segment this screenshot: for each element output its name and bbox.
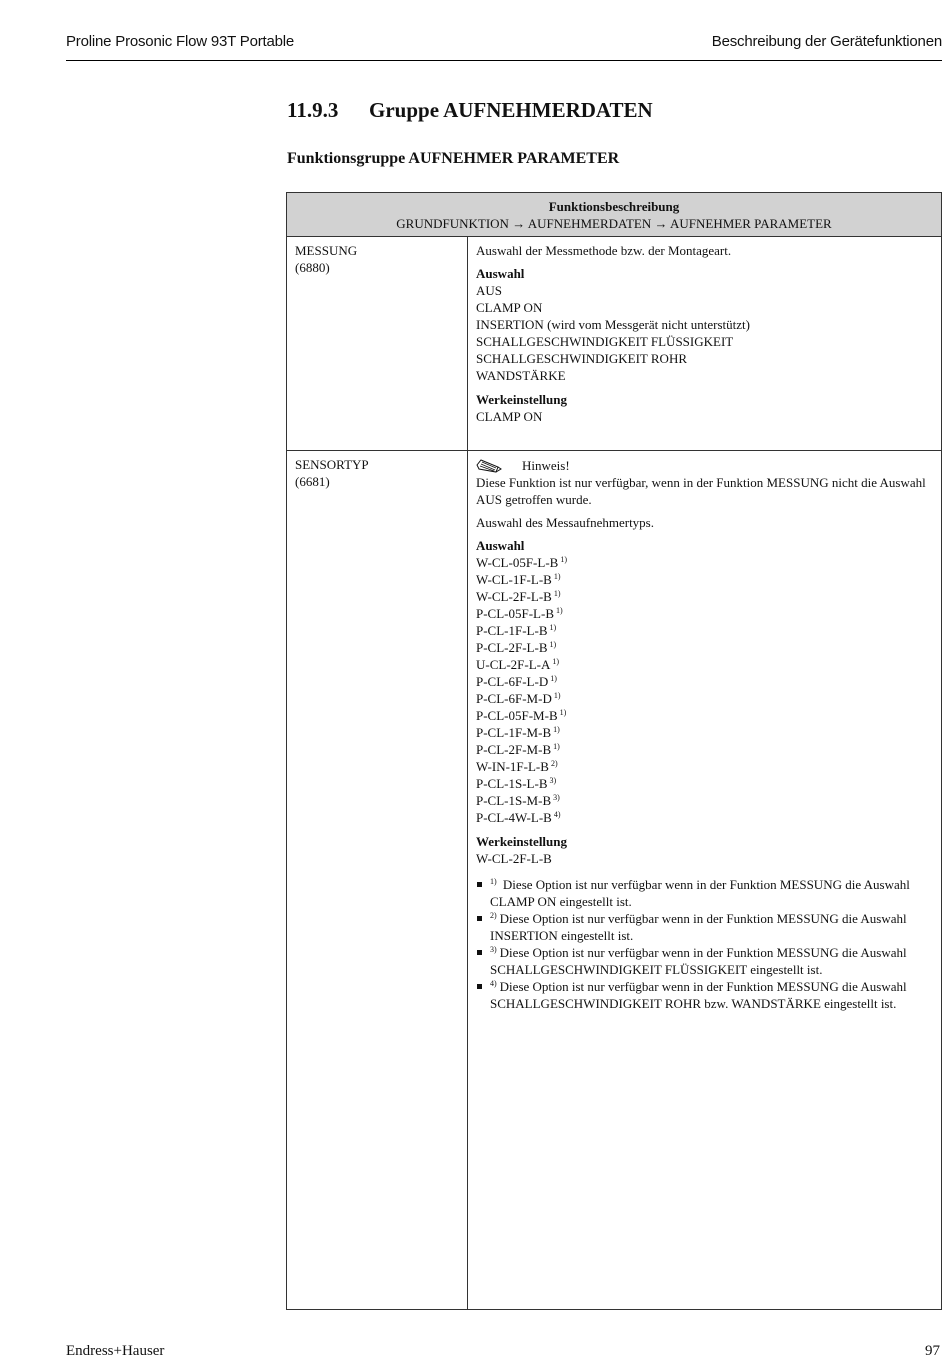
footnote-marker: 3): [553, 793, 560, 802]
choice-option-text: P-CL-2F-M-B: [476, 742, 552, 757]
header-rule: [66, 60, 942, 61]
function-name-cell: [295, 242, 460, 276]
table-row-messung: [287, 237, 941, 451]
choice-option-text: P-CL-05F-M-B: [476, 708, 558, 723]
default-label: Werkeinstellung: [476, 392, 568, 407]
footnote-text: Diese Option ist nur verfügbar wenn in der Funktion MESSUNG die Auswahl CLAMP ON eingestellt ist.: [490, 877, 910, 909]
table-header-title: Funktionsbeschreibung: [548, 199, 680, 214]
section-number: 11.9.3: [287, 98, 339, 122]
footnote-marker: 1): [553, 572, 561, 581]
choice-option-text: W-CL-2F-L-B: [476, 589, 552, 604]
choice-option: [476, 588, 936, 605]
choice-option-text: P-CL-6F-L-D: [476, 674, 549, 689]
choice-option: [476, 792, 936, 809]
header-chapter-title: Beschreibung der Gerätefunktionen: [711, 33, 942, 50]
footnote-mark: 1): [490, 877, 497, 886]
function-table: [286, 192, 942, 1310]
choice-option-text: P-CL-1S-M-B: [476, 793, 552, 808]
choice-label: Auswahl: [476, 266, 525, 281]
footnote-marker: 1): [549, 623, 557, 632]
function-description: Auswahl des Messaufnehmertyps.: [476, 515, 654, 530]
footnote-text: Diese Option ist nur verfügbar wenn in der Funktion MESSUNG die Auswahl SCHALLGESCHWINDIGKEIT ROHR bzw. WANDSTÄRKE eingestellt ist.: [490, 979, 907, 1011]
choice-option: SCHALLGESCHWINDIGKEIT ROHR: [476, 351, 688, 366]
choice-option: WANDSTÄRKE: [476, 368, 566, 383]
footnote-marker: 1): [556, 606, 563, 615]
footnote-marker: 1): [553, 725, 560, 734]
choice-option-text: P-CL-1F-M-B: [476, 725, 552, 740]
choice-list: [476, 554, 936, 826]
choice-option: [476, 775, 936, 792]
table-header: [287, 193, 941, 237]
choice-option: [476, 741, 936, 758]
default-label: Werkeinstellung: [476, 834, 568, 849]
choice-option-text: P-CL-1S-L-B: [476, 776, 548, 791]
function-description-cell: [476, 456, 936, 1012]
footnote-marker: 4): [553, 810, 561, 819]
footnote-mark: 2): [490, 911, 497, 920]
function-name: SENSORTYP: [295, 457, 369, 472]
footnote-item: [476, 944, 936, 978]
footnote-marker: 1): [553, 742, 560, 751]
footnote-marker: 1): [549, 640, 557, 649]
function-description: Auswahl der Messmethode bzw. der Montageart.: [476, 243, 732, 258]
hint-text: Diese Funktion ist nur verfügbar, wenn in der Funktion MESSUNG nicht die Auswahl AUS getroffen wurde.: [476, 475, 926, 507]
table-row-sensortyp: [287, 451, 941, 1309]
footnote-list: [476, 876, 936, 1012]
footnote-marker: 1): [553, 589, 561, 598]
subsection-heading: Funktionsgruppe AUFNEHMER PARAMETER: [287, 150, 620, 167]
choice-option: [476, 724, 936, 741]
choice-option: [476, 707, 936, 724]
function-code: (6880): [295, 260, 330, 275]
header-doc-title: Proline Prosonic Flow 93T Portable: [66, 33, 295, 50]
choice-option: [476, 571, 936, 588]
function-description-cell: [476, 242, 936, 425]
choice-option: [476, 554, 936, 571]
choice-option: CLAMP ON: [476, 300, 543, 315]
footnote-item: [476, 910, 936, 944]
choice-option: [476, 656, 936, 673]
choice-option: INSERTION (wird vom Messgerät nicht unterstützt): [476, 317, 750, 332]
footnote-item: [476, 978, 936, 1012]
choice-label: Auswahl: [476, 538, 525, 553]
hint-heading: [476, 456, 936, 474]
footnote-mark: 4): [490, 979, 497, 988]
footnote-text: Diese Option ist nur verfügbar wenn in der Funktion MESSUNG die Auswahl SCHALLGESCHWINDIGKEIT FLÜSSIGKEIT eingestellt ist.: [490, 945, 907, 977]
choice-list: [476, 282, 936, 384]
choice-option-text: P-CL-1F-L-B: [476, 623, 548, 638]
choice-option-text: W-IN-1F-L-B: [476, 759, 549, 774]
choice-option: [476, 809, 936, 826]
default-value: CLAMP ON: [476, 409, 543, 424]
footnote-marker: 1): [552, 657, 560, 666]
footnote-marker: 1): [559, 708, 567, 717]
footnote-text: Diese Option ist nur verfügbar wenn in der Funktion MESSUNG die Auswahl INSERTION eingestellt ist.: [490, 911, 907, 943]
section-title: Gruppe AUFNEHMERDATEN: [369, 98, 653, 122]
choice-option-text: P-CL-6F-M-D: [476, 691, 552, 706]
choice-option-text: W-CL-05F-L-B: [476, 555, 559, 570]
footnote-marker: 1): [550, 674, 557, 683]
choice-option: [476, 690, 936, 707]
footnote-mark: 3): [490, 945, 497, 954]
footer-brand: Endress+Hauser: [66, 1343, 165, 1359]
choice-option: [476, 758, 936, 775]
default-value: W-CL-2F-L-B: [476, 851, 552, 866]
function-code: (6681): [295, 474, 330, 489]
choice-option: [476, 639, 936, 656]
choice-option-text: W-CL-1F-L-B: [476, 572, 552, 587]
footnote-marker: 3): [549, 776, 557, 785]
choice-option: [476, 673, 936, 690]
section-heading: [287, 98, 653, 123]
function-name-cell: [295, 456, 460, 490]
choice-option-text: P-CL-4W-L-B: [476, 810, 552, 825]
choice-option: AUS: [476, 283, 503, 298]
pencil-note-icon: [476, 457, 502, 473]
choice-option-text: P-CL-05F-L-B: [476, 606, 554, 621]
table-header-path: GRUNDFUNKTION → AUFNEHMERDATEN → AUFNEHMER PARAMETER: [396, 216, 832, 231]
choice-option: SCHALLGESCHWINDIGKEIT FLÜSSIGKEIT: [476, 334, 734, 349]
choice-option-text: U-CL-2F-L-A: [476, 657, 551, 672]
footnote-marker: 1): [553, 691, 561, 700]
choice-option: [476, 622, 936, 639]
page-number: 97: [925, 1343, 940, 1359]
choice-option: [476, 605, 936, 622]
function-name: MESSUNG: [295, 243, 358, 258]
hint-label: Hinweis!: [522, 457, 570, 473]
choice-option-text: P-CL-2F-L-B: [476, 640, 548, 655]
footnote-marker: 2): [550, 759, 558, 768]
footnote-item: [476, 876, 936, 910]
footnote-marker: 1): [560, 555, 567, 564]
